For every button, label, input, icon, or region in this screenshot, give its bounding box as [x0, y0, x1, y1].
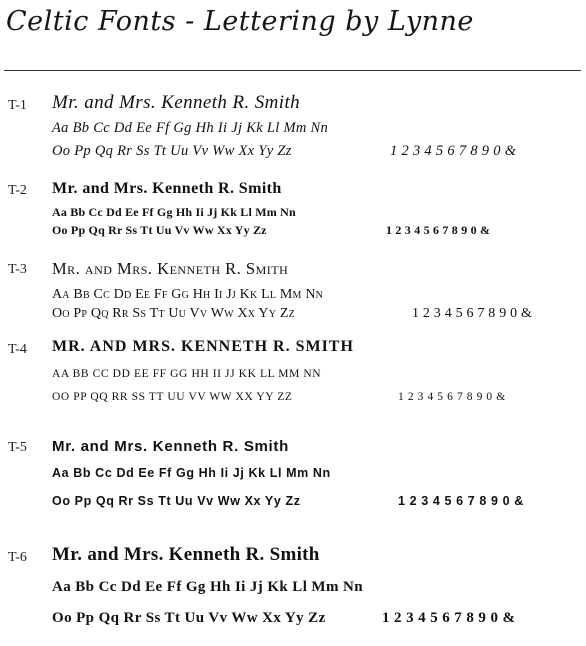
numerals-line: 1 2 3 4 5 6 7 8 9 0 & — [398, 494, 524, 508]
numerals-line: 1 2 3 4 5 6 7 8 9 0 & — [386, 223, 491, 237]
numerals-line: 1 2 3 4 5 6 7 8 9 0 & — [398, 391, 506, 403]
alphabet-line-2: Oo Pp Qq Rr Ss Tt Uu Vv Ww Xx Yy Zz — [52, 223, 267, 237]
alphabet-line-1: AA BB CC DD EE FF GG HH II JJ KK LL MM NN — [52, 368, 322, 380]
alphabet-line-1: Aa Bb Cc Dd Ee Ff Gg Hh Ii Jj Kk Ll Mm Nn — [52, 579, 364, 595]
alphabet-line-2: Oo Pp Qq Rr Ss Tt Uu Vv Ww Xx Yy Zz — [52, 494, 301, 508]
sample-code: T-5 — [8, 440, 27, 455]
alphabet-line-2: Oo Pp Qq Rr Ss Tt Uu Vv Ww Xx Yy Zz — [52, 610, 326, 626]
sample-code: T-1 — [8, 98, 27, 113]
page-title: Celtic Fonts - Lettering by Lynne — [6, 6, 474, 37]
sample-name-line: Mr. and Mrs. Kenneth R. Smith — [52, 259, 289, 278]
sample-name-line: Mr. and Mrs. Kenneth R. Smith — [52, 180, 282, 197]
sample-name-line: MR. AND MRS. KENNETH R. SMITH — [52, 338, 354, 355]
alphabet-line-1: Aa Bb Cc Dd Ee Ff Gg Hh Ii Jj Kk Ll Mm Nn — [52, 466, 331, 480]
sample-name-line: Mr. and Mrs. Kenneth R. Smith — [52, 438, 289, 455]
sample-name-line: Mr. and Mrs. Kenneth R. Smith — [52, 544, 320, 565]
alphabet-line-1: Aa Bb Cc Dd Ee Ff Gg Hh Ii Jj Kk Ll Mm Nn — [52, 120, 329, 136]
alphabet-line-2: Oo Pp Qq Rr Ss Tt Uu Vv Ww Xx Yy Zz — [52, 306, 295, 321]
sample-code: T-3 — [8, 262, 27, 277]
title-divider — [4, 70, 581, 71]
alphabet-line-2: Oo Pp Qq Rr Ss Tt Uu Vv Ww Xx Yy Zz — [52, 143, 292, 159]
numerals-line: 1 2 3 4 5 6 7 8 9 0 & — [390, 143, 517, 159]
alphabet-line-1: Aa Bb Cc Dd Ee Ff Gg Hh Ii Jj Kk Ll Mm Nn — [52, 287, 324, 302]
sample-code: T-2 — [8, 183, 27, 198]
sample-code: T-4 — [8, 342, 27, 357]
sample-code: T-6 — [8, 550, 27, 565]
alphabet-line-1: Aa Bb Cc Dd Ee Ff Gg Hh Ii Jj Kk Ll Mm Nn — [52, 205, 296, 219]
alphabet-line-2: OO PP QQ RR SS TT UU VV WW XX YY ZZ — [52, 391, 293, 403]
numerals-line: 1 2 3 4 5 6 7 8 9 0 & — [382, 610, 516, 626]
sample-name-line: Mr. and Mrs. Kenneth R. Smith — [52, 92, 301, 113]
numerals-line: 1 2 3 4 5 6 7 8 9 0 & — [412, 306, 533, 321]
